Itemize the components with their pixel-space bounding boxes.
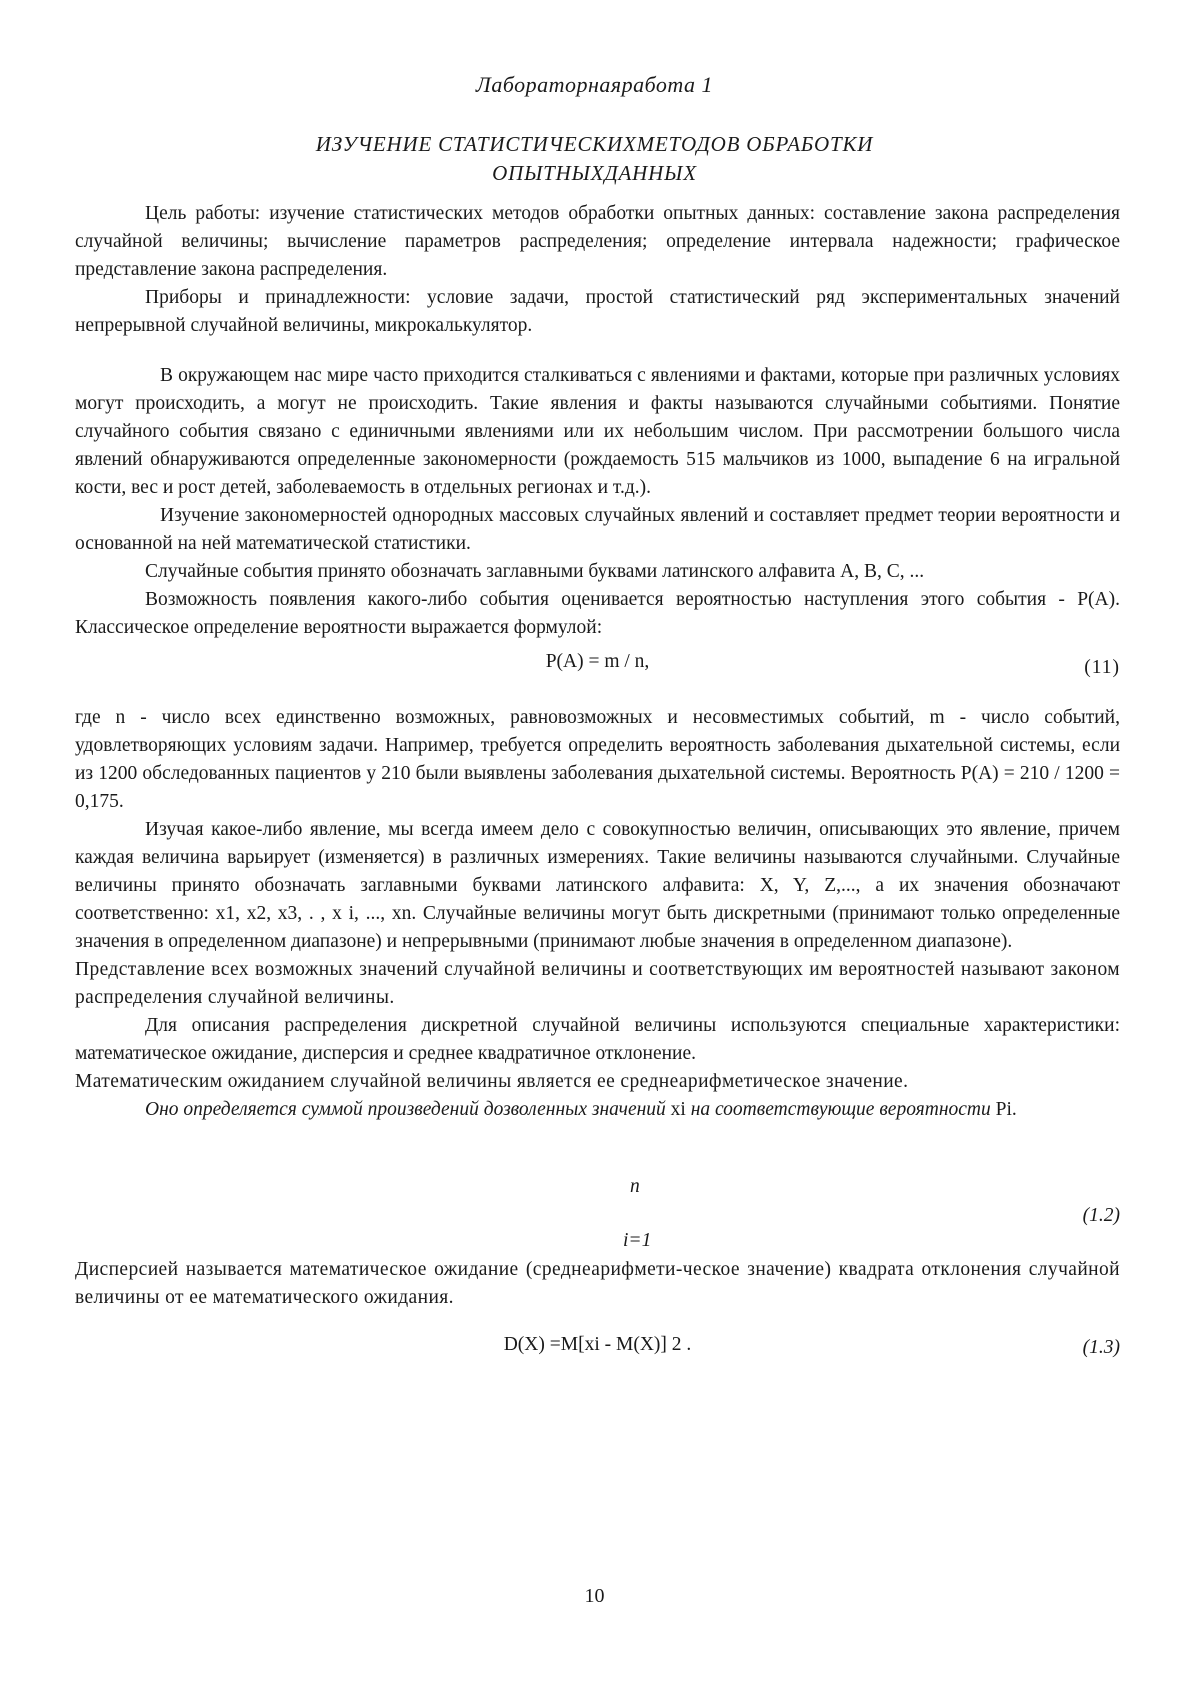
distribution-law-paragraph: Представление всех возможных значений случайной величины и соответствующих им вероятностей называют законом распределения случайной величины. [75, 959, 1120, 1008]
work-title [0, 130, 1189, 188]
expectation-paragraph: Математическим ожиданием случайной величины является ее среднеарифметическое значение. [75, 1071, 909, 1092]
sum-lower-limit: i=1 [623, 1230, 652, 1251]
theory-paragraph-1: В окружающем нас мире часто приходится сталкиваться с явлениями и фактами, которые при различных условиях могут происходить, а могут не происходить. Такие явления и факты называются случайными событиями. Понятие случайного события связано с единичными явлениями или их небольшим числом. При рассмотрении большого числа явлений обнаруживаются определенные закономерности (рождаемость 515 мальчиков из 1000, выпадение 6 на игральной кости, вес и рост детей, заболеваемость в отдельных регионах и т.д.). [75, 365, 1120, 498]
definition-paragraph: где n - число всех единственно возможных, равновозможных и несовместимых событий, m - число событий, удовлетворяющих условиям задачи. Например, требуется определить вероятность заболевания дыхательной системы, если из 1200 обследованных пациентов у 210 были выявлены заболевания дыхательной системы. Вероятность P(A) = 210 / 1200 = 0,175. [75, 707, 1120, 812]
page-number: 10 [584, 1585, 605, 1607]
expectation-formula-description: Оно определяется суммой произведений дозволенных значений xi на соответствующие вероятности Pi. [145, 1099, 1017, 1120]
random-variables-section [75, 704, 1120, 1124]
work-title-line-1: ИЗУЧЕНИЕ СТАТИСТИЧЕСКИХМЕТОДОВ ОБРАБОТКИ [315, 132, 874, 156]
formula-3-row [75, 1334, 1120, 1364]
dispersion-paragraph: Дисперсией называется математическое ожидание (среднеарифмети-ческое значение) квадрата отклонения случайной величины от ее математического ожидания. [75, 1259, 1120, 1308]
theory-paragraph-4: Возможность появления какого-либо события оценивается вероятностью наступления этого события - P(A). Классическое определение вероятности выражается формулой: [75, 589, 1120, 638]
formula-1-number: (11) [1084, 657, 1120, 678]
theory-section [75, 362, 1120, 642]
formula-3: D(X) =M[xi - M(X)] 2 . [503, 1334, 692, 1355]
equipment-paragraph: Приборы и принадлежности: условие задачи, простой статистический ряд экспериментальных значений непрерывной случайной величины, микрокалькулятор. [75, 287, 1120, 336]
goal-paragraph: Цель работы: изучение статистических методов обработки опытных данных: составление закона распределения случайной величины; вычисление параметров распределения; определение интервала надежности; графическое представление закона распределения. [75, 203, 1120, 280]
formula-1-row [75, 651, 1120, 681]
characteristics-paragraph: Для описания распределения дискретной случайной величины используются специальные характеристики: математическое ожидание, дисперсия и среднее квадратичное отклонение. [75, 1015, 1120, 1064]
theory-paragraph-2: Изучение закономерностей однородных массовых случайных явлений и составляет предмет теории вероятности и основанной на ней математической статистики. [75, 505, 1120, 554]
sum-upper-limit: n [630, 1176, 640, 1197]
formula-3-number: (1.3) [1082, 1337, 1120, 1358]
intro-section [75, 200, 1120, 340]
formula-1: P(A) = m / n, [545, 651, 650, 672]
lab-title: Лабораторнаяработа 1 [475, 72, 714, 97]
formula-2-number: (1.2) [1082, 1205, 1120, 1226]
random-variables-paragraph: Изучая какое-либо явление, мы всегда имеем дело с совокупностью величин, описывающих это явление, причем каждая величина варьирует (изменяется) в различных измерениях. Такие величины называются случайными. Случайные величины принято обозначать заглавными буквами латинского алфавита: X, Y, Z,..., а их значения обозначают соответственно: x1, x2, x3, . , x i, ..., xn. Случайные величины могут быть дискретными (принимают только определенные значения в определенном диапазоне) и непрерывными (принимают любые значения в определенном диапазоне). [75, 819, 1120, 952]
dispersion-section [75, 1256, 1120, 1312]
work-title-line-2: ОПЫТНЫХДАННЫХ [492, 161, 697, 185]
theory-paragraph-3: Случайные события принято обозначать заглавными буквами латинского алфавита A, B, C, ... [145, 561, 925, 582]
